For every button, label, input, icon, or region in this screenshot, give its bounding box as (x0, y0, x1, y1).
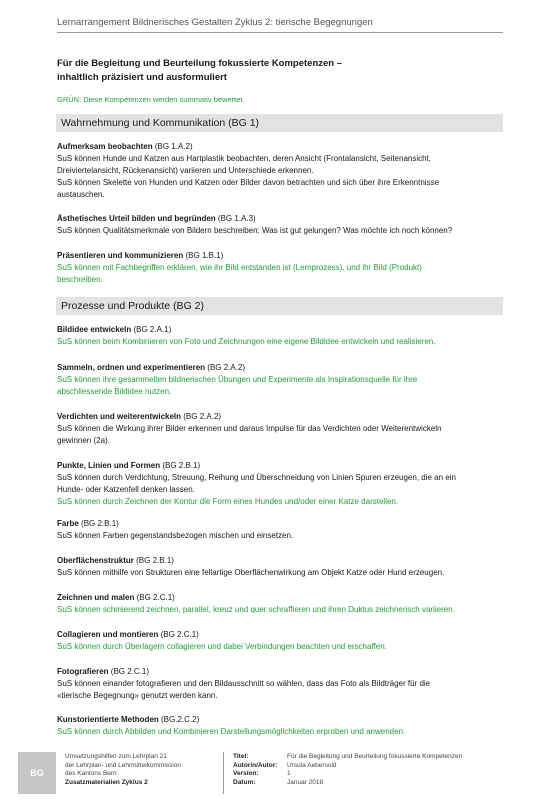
competence-name: Zeichnen und malen (57, 593, 135, 602)
competence-line: SuS können Farben gegenstandsbezogen mischen und einsetzen. (57, 531, 294, 540)
competence-line: SuS können mit Fachbegriffen erklären, wie ihr Bild entstanden ist (Lernprozess), und ihr Bild (Produkt) (57, 263, 422, 272)
competence-heading (57, 555, 503, 567)
footer-meta-key: Titel: (233, 753, 249, 760)
competence-heading (57, 362, 503, 374)
competence-heading (57, 324, 503, 336)
competence-line: beschreiben. (57, 275, 103, 284)
competence-code: (BG 2.C.1) (136, 593, 175, 602)
competence-code: (BG 2.B.1) (136, 556, 174, 565)
subject-badge: BG (18, 752, 56, 794)
section-heading-bg1: Wahrnehmung und Kommunikation (BG 1) (56, 114, 503, 132)
competence-line: abschliessende Bildidee nutzen. (57, 387, 172, 396)
competence-name: Kunstorientierte Methoden (57, 715, 159, 724)
competence-line: SuS können schmierend zeichnen, parallel, kreuz und quer schraffieren und ihren Duktus zeichnerisch variieren. (57, 605, 455, 614)
section-heading-bg2: Prozesse und Produkte (BG 2) (56, 297, 503, 315)
competence-line: SuS können durch Überlagern collagieren und dabei Verbindungen beachten und erschaffen. (57, 642, 387, 651)
competence-block (57, 518, 503, 542)
competence-line: Hunde- oder Katzenfell denken lassen. (57, 485, 195, 494)
footer-divider (223, 752, 224, 794)
competence-heading (57, 141, 503, 153)
competence-code: (BG 1.B.1) (185, 251, 224, 260)
page-title-line-2: inhaltlich präzisiert und ausformuliert (57, 72, 227, 83)
footer-meta-key: Autorin/Autor: (233, 761, 278, 769)
competence-name: Präsentieren und kommunizieren (57, 251, 184, 260)
competence-block (57, 213, 503, 237)
competence-code: (BG.2.C.2) (161, 715, 200, 724)
competence-name: Oberflächenstruktur (57, 556, 134, 565)
competence-block (57, 362, 503, 398)
competence-name: Farbe (57, 519, 79, 528)
competence-name: Sammeln, ordnen und experimentieren (57, 363, 206, 372)
competence-line: austauschen. (57, 190, 105, 199)
page-title (57, 57, 497, 85)
competence-line: Dreiviertelansicht, Rückenansicht) variieren und Unterschiede erkennen. (57, 166, 314, 175)
competence-line: SuS können Skelette von Hunden und Katzen oder Bilder davon betrachten und sich über ihre Erkenntnisse (57, 178, 440, 187)
competence-line: SuS können einander fotografieren und den Bildausschnitt so wählen, dass das Foto als Bildträger für die (57, 679, 431, 688)
footer-meta-key: Datum: (233, 778, 256, 786)
footer-publisher-line: des Kantons Bern (65, 770, 117, 777)
competence-heading (57, 666, 503, 678)
competence-heading (57, 518, 503, 530)
competence-name: Fotografieren (57, 667, 109, 676)
footer-meta-key: Version: (233, 770, 259, 777)
competence-line: SuS können beim Kombinieren von Foto und Zeichnungen eine eigene Bildidee entwickeln und realisieren. (57, 337, 436, 346)
footer-publisher-line: Zusatzmaterialien Zyklus 2 (65, 778, 148, 786)
competence-name: Ästhetisches Urteil bilden und begründen (57, 214, 216, 223)
summative-note: GRÜN: Diese Kompetenzen werden summativ bewertet. (57, 95, 245, 104)
footer-meta-value: Januar 2018 (287, 778, 324, 786)
competence-code: (BG 2.A.2) (183, 412, 222, 421)
competence-block (57, 411, 503, 447)
competence-line: SuS können ihre gesammelten bildnerischen Übungen und Experimente als Inspirationsquelle für ihre (57, 375, 418, 384)
competence-heading (57, 592, 503, 604)
footer-meta-row (233, 770, 508, 779)
footer-publisher-line: Umsetzungshilfen zum Lehrplan 21 (65, 753, 167, 760)
footer-publisher (65, 753, 225, 787)
competence-block (57, 629, 503, 653)
competence-block (57, 592, 503, 616)
competence-name: Punkte, Linien und Formen (57, 461, 161, 470)
page-title-line-1: Für die Begleitung und Beurteilung fokussierte Kompetenzen – (57, 58, 343, 69)
competence-name: Bildidee entwickeln (57, 325, 132, 334)
competence-block (57, 324, 503, 348)
competence-line: SuS können durch Zeichnen der Kontur die Form eines Hundes und/oder einer Katze darstellen. (57, 497, 399, 506)
competence-block (57, 250, 503, 286)
competence-block (57, 555, 503, 579)
footer-publisher-line: der Lehrplan- und Lehrmittelkommission (65, 761, 181, 769)
competence-block (57, 141, 503, 201)
competence-line: gewinnen (2a). (57, 436, 110, 445)
competence-heading (57, 213, 503, 225)
competence-code: (BG 2.B.1) (81, 519, 119, 528)
competence-heading (57, 460, 503, 472)
competence-name: Aufmerksam beobachten (57, 142, 153, 151)
competence-code: (BG 2.C.1) (110, 667, 150, 676)
competence-line: SuS können Qualitätsmerkmale von Bildern beschreiben: Was ist gut gelungen? Was möchte ich noch können? (57, 226, 453, 235)
competence-block (57, 714, 503, 738)
competence-heading (57, 714, 503, 726)
competence-code: (BG 1.A.3) (217, 214, 256, 223)
page-footer (18, 752, 508, 798)
footer-meta-row (233, 779, 508, 788)
competence-name: Collagieren und montieren (57, 630, 159, 639)
competence-name: Verdichten und weiterentwickeln (57, 412, 182, 421)
competence-code: (BG 2.B.1) (162, 461, 201, 470)
competence-line: «tierische Begegnung» genutzt werden kann. (57, 691, 218, 700)
competence-code: (BG 2.A.1) (133, 325, 172, 334)
competence-heading (57, 629, 503, 641)
competence-heading (57, 250, 503, 262)
competence-line: SuS können durch Abbilden und Kombinieren Darstellungsmöglichkeiten erproben und anwenden. (57, 727, 406, 736)
competence-block (57, 666, 503, 702)
document-header: Lernarrangement Bildnerisches Gestalten Zyklus 2: tierische Begegnungen (57, 17, 503, 33)
footer-meta-row (233, 753, 508, 762)
competence-line: SuS können mithilfe von Strukturen eine fellartige Oberflächenwirkung am Objekt Katze oder Hund erzeugen. (57, 568, 445, 577)
footer-meta-row (233, 762, 508, 771)
competence-heading (57, 411, 503, 423)
competence-code: (BG 1.A.2) (154, 142, 193, 151)
competence-line: SuS können durch Verdichtung, Streuung, Reihung und Überschneidung von Linien Spuren erzeugen, die an ein (57, 473, 456, 482)
competence-line: SuS können Hunde und Katzen aus Hartplastik beobachten, deren Ansicht (Frontalansicht, Seitenansicht, (57, 154, 432, 163)
footer-meta (233, 753, 508, 787)
competence-block (57, 460, 503, 508)
footer-meta-value: Ursula Aebersold (287, 761, 337, 769)
footer-meta-value: 1 (287, 770, 291, 777)
competence-code: (BG 2.C.1) (160, 630, 199, 639)
competence-code: (BG 2.A.2) (207, 363, 246, 372)
footer-meta-value: Für die Begleitung und Beurteilung fokussierte Kompetenzen (287, 753, 463, 760)
competence-line: SuS können die Wirkung ihrer Bilder erkennen und daraus Impulse für das Verdichten oder Weiterentwickeln (57, 424, 442, 433)
